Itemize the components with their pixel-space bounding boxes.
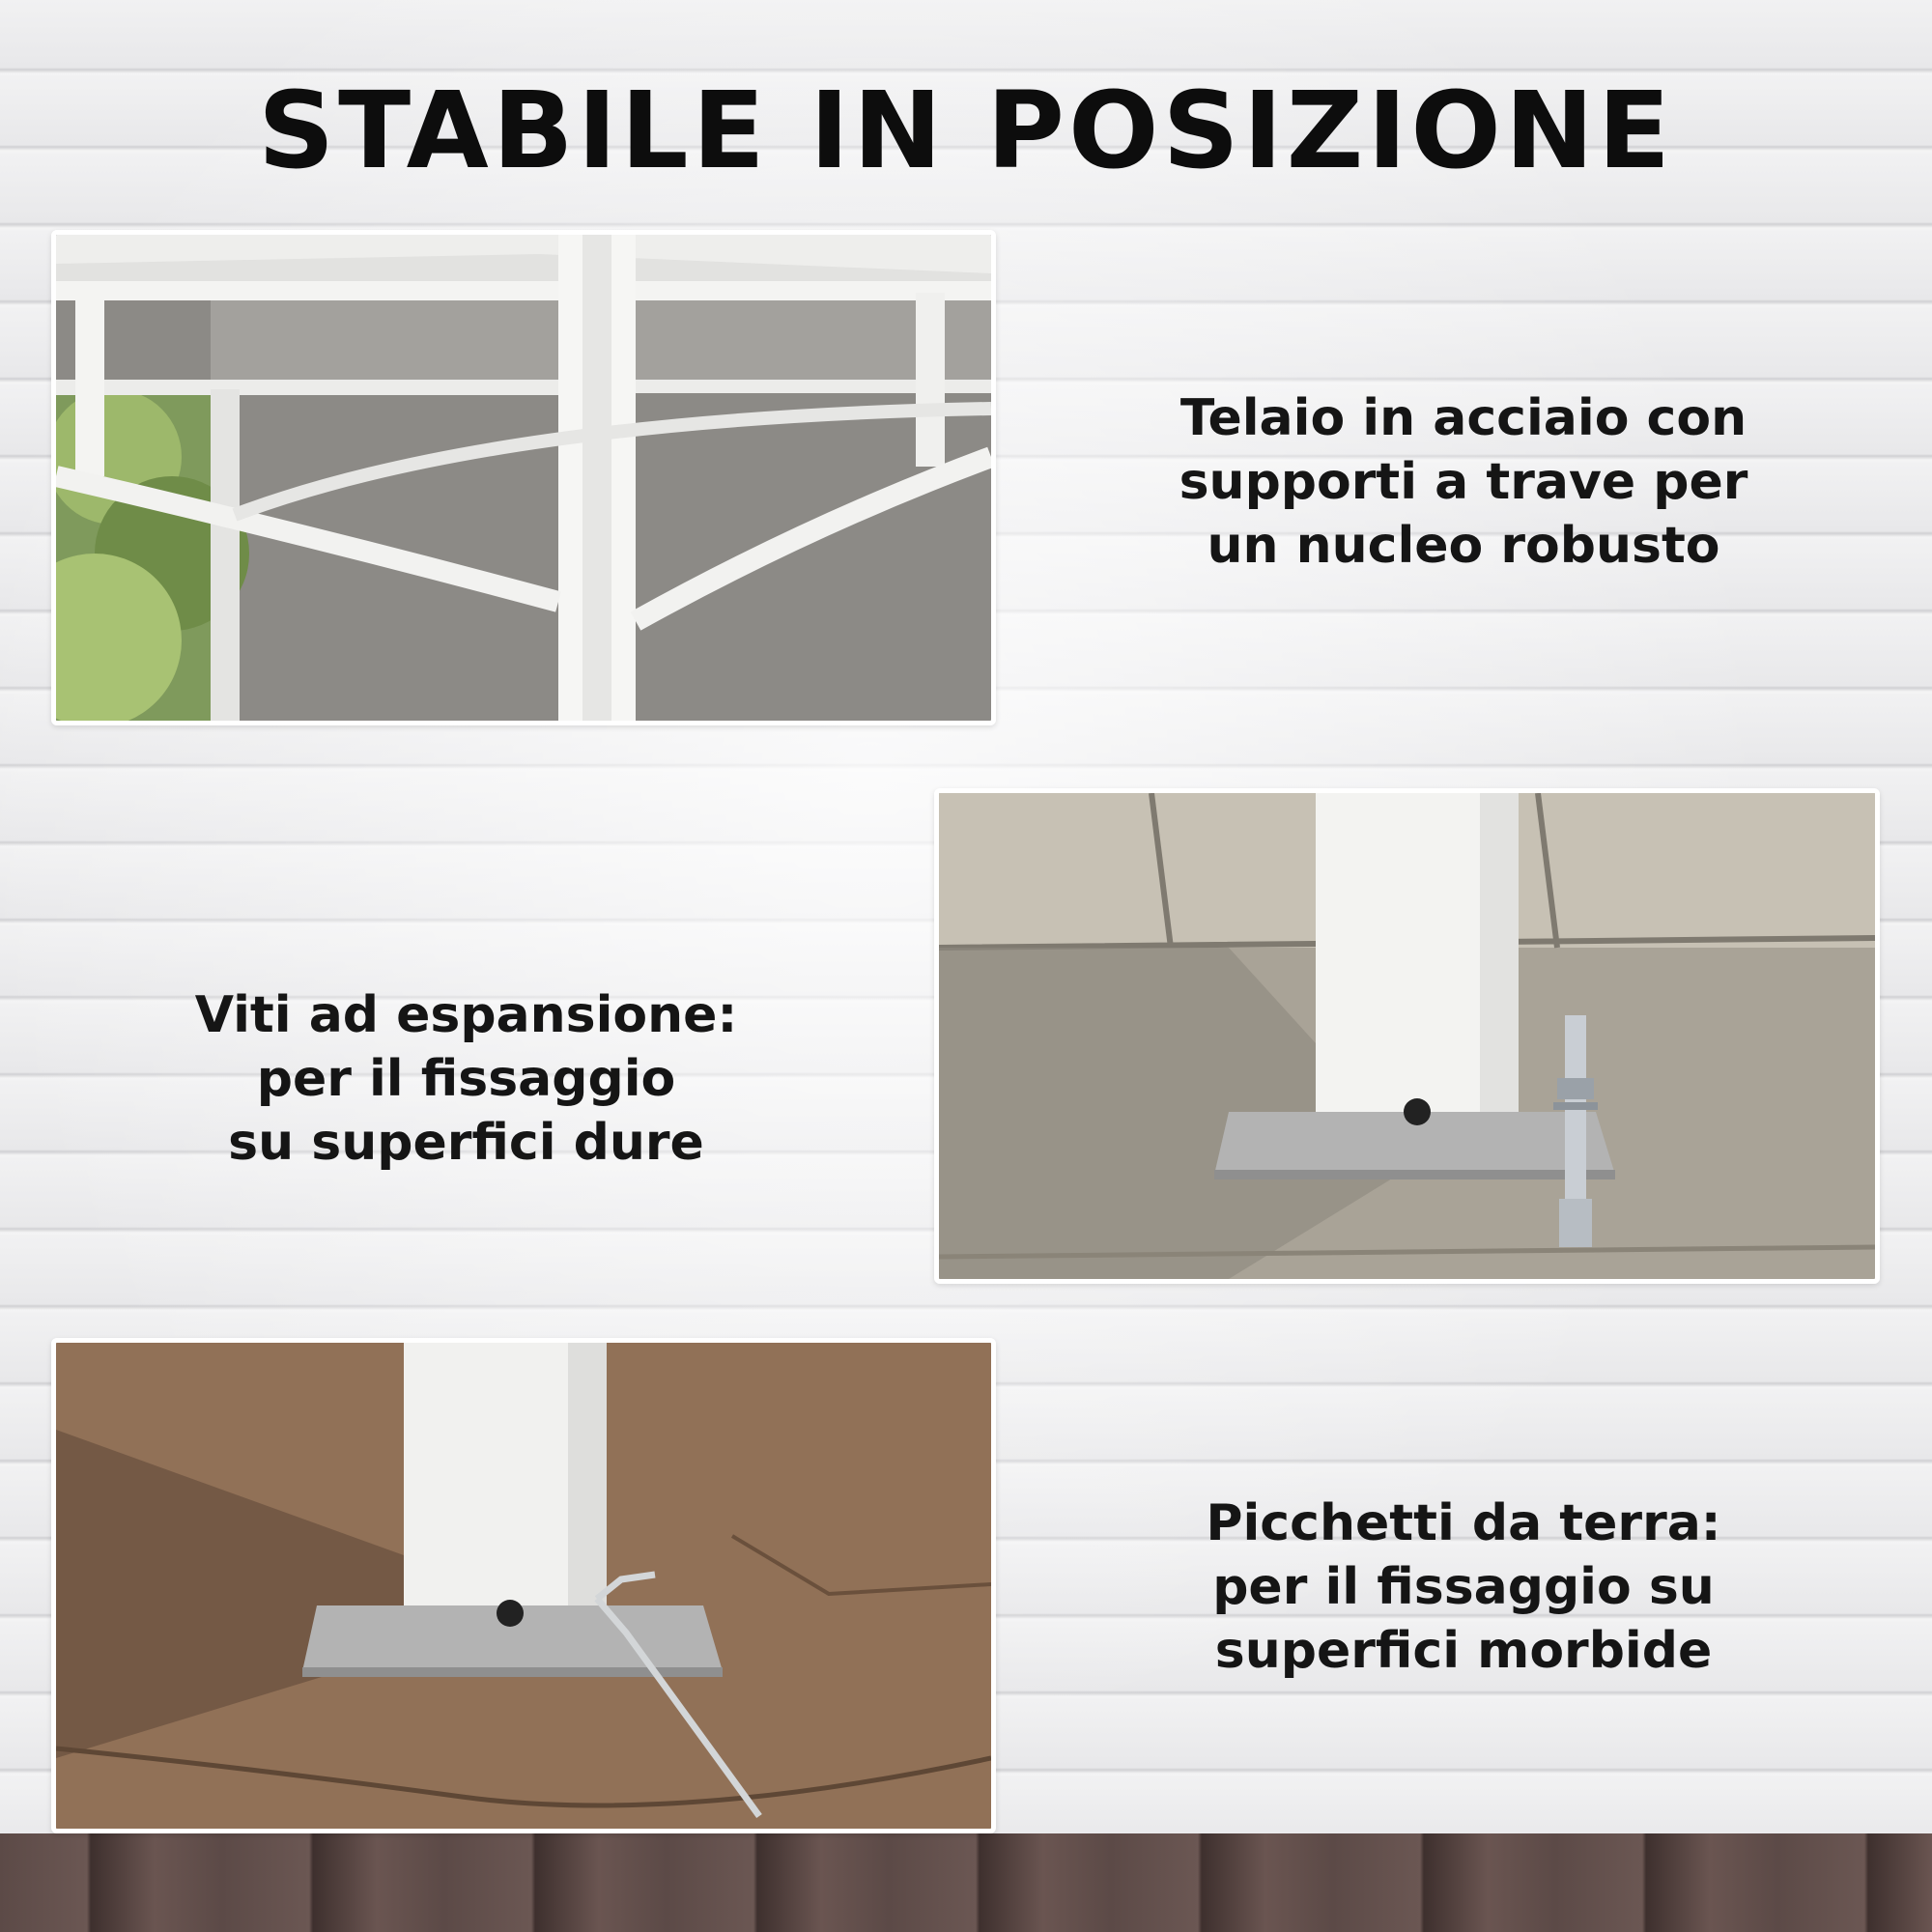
caption-expansion-screws [19, 983, 913, 1175]
caption-line: Picchetti da terra: [1206, 1494, 1721, 1552]
caption-line: su superfici dure [228, 1114, 704, 1172]
caption-line: Telaio in acciaio con [1179, 389, 1747, 447]
caption-steel-frame [1014, 386, 1913, 578]
wooden-floor [0, 1833, 1932, 1932]
caption-line: superfici morbide [1214, 1622, 1713, 1680]
photo-ground-stake [51, 1338, 996, 1833]
caption-line: per il fissaggio su [1212, 1558, 1715, 1616]
caption-line: Viti ad espansione: [194, 986, 738, 1044]
caption-line: un nucleo robusto [1207, 517, 1720, 575]
photo-expansion-screw [934, 788, 1880, 1284]
photo-gazebo-frame [51, 230, 996, 725]
page-title: STABILE IN POSIZIONE [257, 69, 1675, 192]
caption-ground-stakes [1014, 1492, 1913, 1683]
caption-line: per il fissaggio [256, 1050, 676, 1108]
caption-line: supporti a trave per [1179, 453, 1748, 511]
